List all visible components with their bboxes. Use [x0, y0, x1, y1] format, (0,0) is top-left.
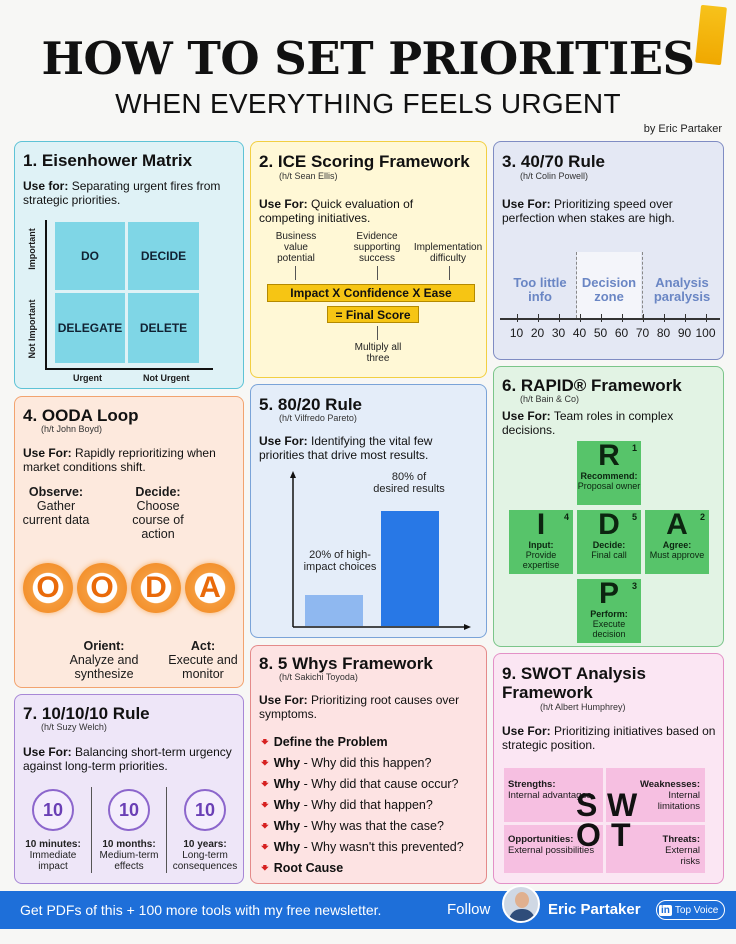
ooda-letter-o2: O [77, 563, 127, 613]
rapid-agree: 2 A Agree: Must approve [645, 510, 709, 574]
strengths: Strengths: Internal advantages [508, 779, 592, 801]
scale-tick-label: 80 [656, 326, 671, 340]
why-step-4: 🠻 Why - Why was that the case? [261, 819, 444, 833]
use-for: Use for: Separating urgent fires from strategic priorities. [23, 179, 221, 207]
card-title: 1. Eisenhower Matrix [23, 151, 193, 170]
swot-letter-t: T [611, 817, 631, 853]
why-step-1: 🠻 Why - Why did this happen? [261, 756, 432, 770]
clock-icon: 10 [32, 789, 74, 831]
matrix-cell-delegate: DELEGATE [55, 293, 125, 363]
down-arrow-icon: 🠻 [261, 861, 269, 875]
scale-tick-label: 10 [509, 326, 524, 340]
byline: by Eric Partaker [643, 123, 722, 135]
credit: (h/t Bain & Co) [520, 394, 580, 404]
swot-letter-w: W [607, 787, 638, 823]
eisenhower-card [14, 141, 244, 389]
arrow-line [377, 326, 378, 340]
scale-tick-mark [664, 314, 665, 322]
divider [91, 787, 92, 873]
chart-x-arrow [464, 624, 471, 630]
ten-minutes: 10 minutes: Immediate impact [25, 839, 81, 872]
follow-label: Follow [447, 901, 491, 918]
use-for: Use For: Rapidly reprioritizing when market conditions shift. [23, 446, 216, 474]
credit: (h/t Vilfredo Pareto) [279, 413, 357, 423]
use-for: Use For: Prioritizing root causes over symptoms. [259, 693, 460, 721]
opportunities: Opportunities: External possibilities [508, 834, 595, 856]
why-step-3: 🠻 Why - Why did that happen? [261, 798, 433, 812]
zone-too-little-info: Too little info [513, 275, 567, 304]
orient-block: Orient: Analyze and synthesize [69, 639, 139, 681]
scale-tick-mark [538, 314, 539, 322]
down-arrow-icon: 🠻 [261, 819, 269, 833]
bar-80-percent [381, 511, 439, 626]
card-title: 4. OODA Loop [23, 406, 139, 425]
use-for: Use For: Quick evaluation of competing initiatives. [259, 197, 414, 225]
ooda-letter-a: A [185, 563, 235, 613]
use-for: Use For: Identifying the vital few priorities that drive most results. [259, 434, 433, 462]
credit: (h/t Albert Humphrey) [540, 702, 626, 712]
rapid-perform: 3 P Perform: Execute decision [577, 579, 641, 643]
scale-tick-label: 90 [677, 326, 692, 340]
down-arrow-icon: 🠻 [261, 798, 269, 812]
newsletter-cta[interactable]: Get PDFs of this + 100 more tools with my free newsletter. [20, 902, 382, 918]
arrow-line [377, 266, 378, 280]
scale-tick-label: 50 [593, 326, 608, 340]
ooda-card [14, 396, 244, 688]
ice-formula: Impact X Confidence X Ease [267, 284, 475, 302]
rule-40-70-card [493, 141, 724, 360]
use-for: Use For: Balancing short-term urgency against long-term priorities. [23, 745, 232, 773]
avatar[interactable] [502, 885, 540, 923]
scale-tick-label: 70 [635, 326, 650, 340]
matrix-cell-delete: DELETE [128, 293, 199, 363]
bar-20-percent [305, 595, 363, 626]
impact-label: Business value potential [275, 231, 317, 264]
card-title: 5. 80/20 Rule [259, 395, 363, 414]
down-arrow-icon: 🠻 [261, 840, 269, 854]
ooda-letter-o1: O [23, 563, 73, 613]
divider [576, 252, 577, 318]
scale-tick-mark [685, 314, 686, 322]
card-title: 2. ICE Scoring Framework [259, 152, 470, 171]
swot-letter-o: O [576, 817, 601, 853]
scale-tick-label: 40 [572, 326, 587, 340]
why-step-5: 🠻 Why - Why wasn't this prevented? [261, 840, 464, 854]
scale-tick-mark [559, 314, 560, 322]
five-whys-card [250, 645, 487, 884]
arrow-line [295, 266, 296, 280]
ten-years: 10 years: Long-term consequences [172, 839, 238, 872]
ice-result: = Final Score [327, 306, 419, 323]
chart-y-arrow [290, 471, 296, 478]
clock-icon: 10 [108, 789, 150, 831]
ten-months: 10 months: Medium-term effects [99, 839, 159, 872]
ooda-letter-d: D [131, 563, 181, 613]
act-block: Act: Execute and monitor [168, 639, 238, 681]
card-title: 8. 5 Whys Framework [259, 654, 433, 673]
ice-card [250, 141, 487, 378]
y-label-not-important: Not Important [27, 299, 37, 359]
why-step-2: 🠻 Why - Why did that cause occur? [261, 777, 459, 791]
footer-bar [0, 891, 736, 929]
scale-tick-mark [601, 314, 602, 322]
bar-20-label: 20% of high-impact choices [303, 549, 377, 573]
use-for: Use For: Prioritizing speed over perfection when stakes are high. [502, 197, 675, 225]
scale-tick-label: 60 [614, 326, 629, 340]
matrix-cell-do: DO [55, 222, 125, 290]
zone-analysis-paralysis: Analysis paralysis [653, 275, 711, 304]
arrow-line [449, 266, 450, 280]
use-for: Use For: Team roles in complex decisions. [502, 409, 674, 437]
define-problem: 🠻 Define the Problem [261, 735, 388, 749]
y-label-important: Important [27, 228, 37, 270]
down-arrow-icon: 🠻 [261, 777, 269, 791]
x-label-not-urgent: Not Urgent [143, 373, 190, 383]
page-title: HOW TO SET PRIORITIES [41, 32, 695, 85]
observe-block: Observe: Gather current data [22, 485, 90, 527]
x-axis [45, 368, 213, 370]
scale-tick-label: 30 [551, 326, 566, 340]
bar-80-label: 80% of desired results [373, 471, 445, 495]
matrix-cell-decide: DECIDE [128, 222, 199, 290]
scale-tick-mark [517, 314, 518, 322]
credit: (h/t Sakichi Toyoda) [279, 672, 358, 682]
credit: (h/t John Boyd) [41, 424, 103, 434]
divider [642, 252, 643, 318]
rapid-decide: 5 D Decide: Final call [577, 510, 641, 574]
down-arrow-icon: 🠻 [261, 735, 269, 749]
y-axis [45, 220, 47, 370]
rule-80-20-card [250, 384, 487, 638]
scale-tick-mark [622, 314, 623, 322]
root-cause: 🠻 Root Cause [261, 861, 344, 875]
card-title: 7. 10/10/10 Rule [23, 704, 150, 723]
scale-tick-mark [706, 314, 707, 322]
zone-decision: Decision zone [581, 275, 637, 304]
rapid-input: 4 I Input: Provide expertise [509, 510, 573, 574]
x-label-urgent: Urgent [73, 373, 102, 383]
credit: (h/t Sean Ellis) [279, 171, 338, 181]
use-for: Use For: Prioritizing initiatives based on strategic position. [502, 724, 716, 752]
decide-block: Decide: Choose course of action [132, 485, 184, 541]
linkedin-icon: in [661, 904, 670, 916]
clock-icon: 10 [184, 789, 226, 831]
swot-card [493, 653, 724, 884]
scale-tick-label: 20 [530, 326, 545, 340]
down-arrow-icon: 🠻 [261, 756, 269, 770]
multiply-note: Multiply all three [354, 342, 402, 364]
threats: Threats: External risks [662, 834, 700, 867]
swot-letter-s: S [576, 787, 598, 823]
rapid-recommend: 1 R Recommend: Proposal owner [577, 441, 641, 505]
credit: (h/t Colin Powell) [520, 171, 589, 181]
page-subtitle: WHEN EVERYTHING FEELS URGENT [115, 88, 621, 119]
card-title: 9. SWOT Analysis Framework [502, 664, 646, 702]
ease-label: Implementation difficulty [413, 242, 483, 264]
card-title: 3. 40/70 Rule [502, 152, 606, 171]
top-voice-badge: in Top Voice [656, 900, 725, 920]
rapid-card [493, 366, 724, 647]
scale-ticks [506, 314, 716, 344]
author-name[interactable]: Eric Partaker [548, 901, 641, 918]
confidence-label: Evidence supporting success [353, 231, 401, 264]
scale-tick-mark [580, 314, 581, 322]
weaknesses: Weaknesses: Internal limitations [639, 779, 700, 812]
card-title: 6. RAPID® Framework [502, 376, 682, 395]
credit: (h/t Suzy Welch) [41, 722, 107, 732]
scale-tick-mark [643, 314, 644, 322]
rule-10-10-10-card [14, 694, 244, 884]
scale-tick-label: 100 [695, 326, 716, 340]
